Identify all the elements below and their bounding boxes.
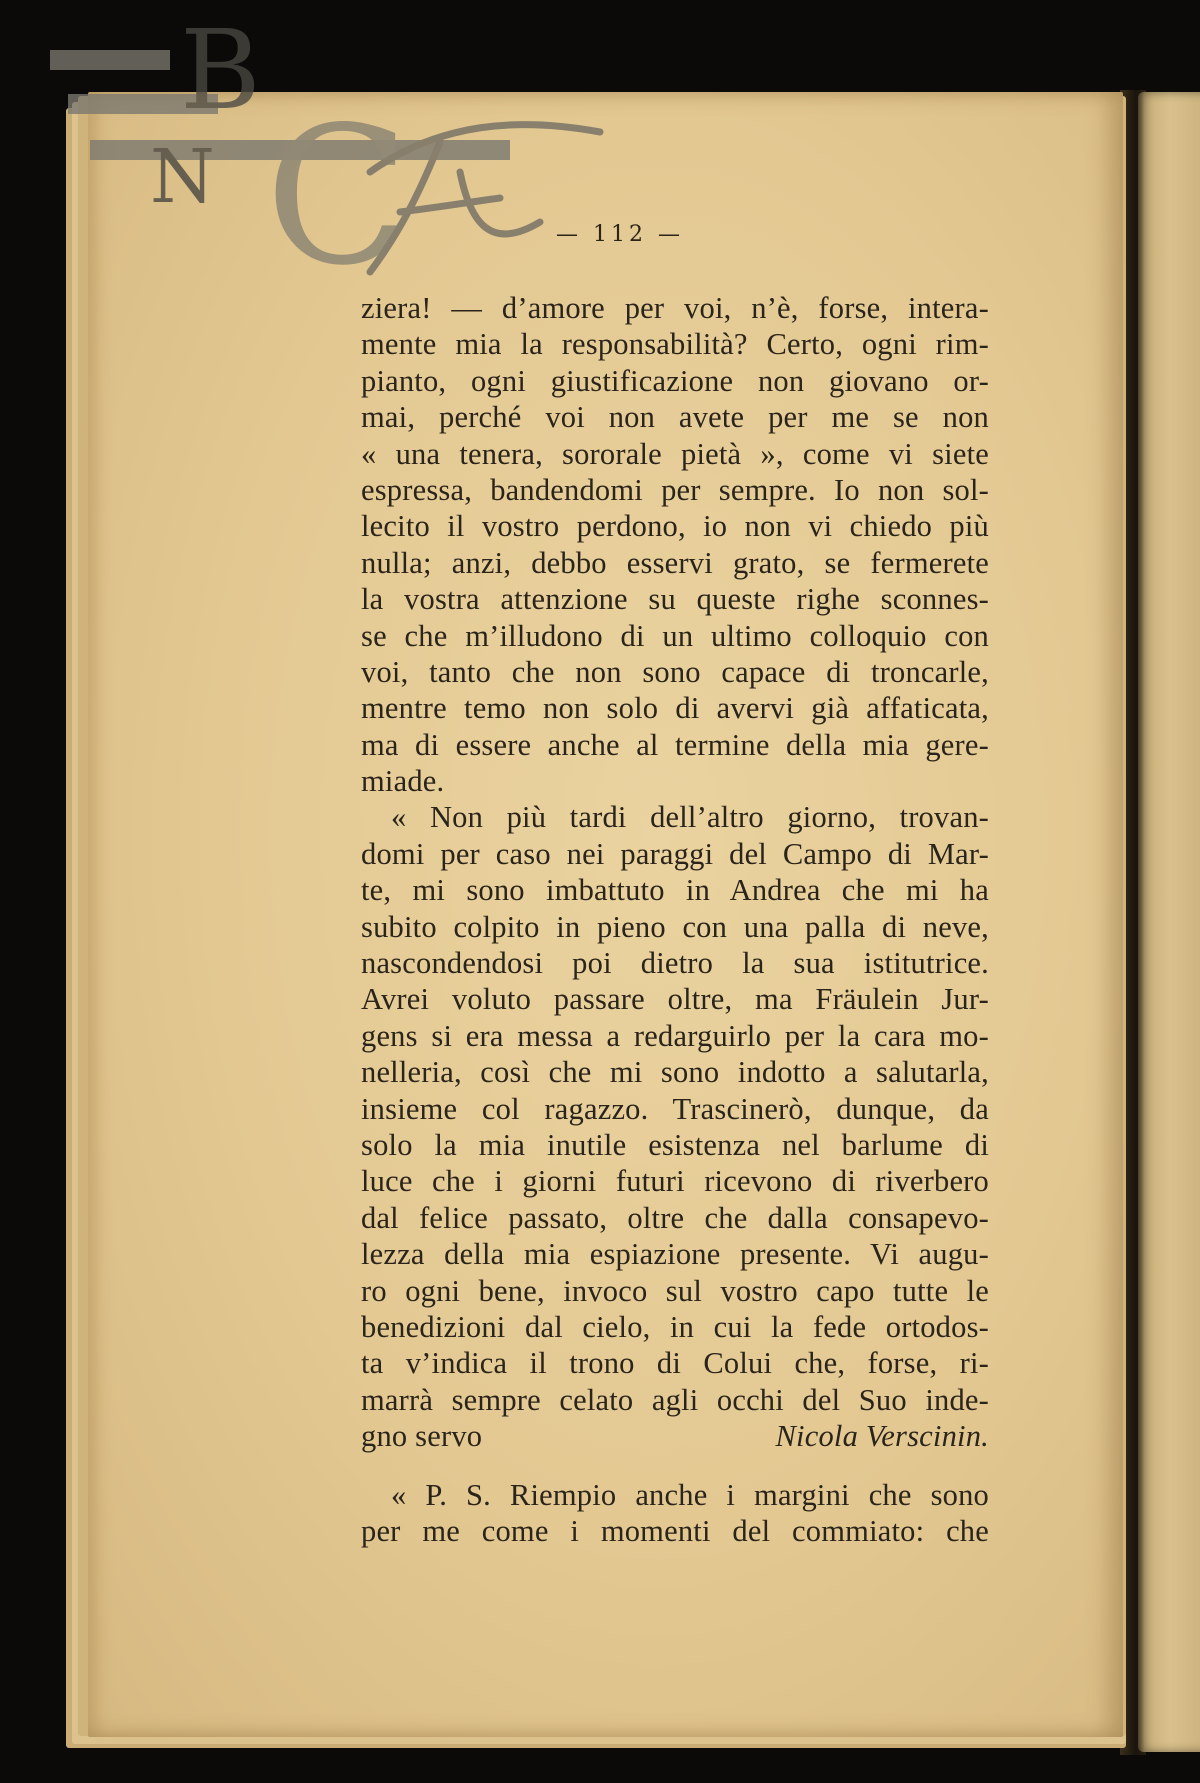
text-line: mai, perché voi non avete per me se non <box>361 400 989 435</box>
text-line: dal felice passato, oltre che dalla consapevo- <box>361 1200 989 1235</box>
text-line: lecito il vostro perdono, io non vi chiedo più <box>361 509 989 544</box>
text-line: ta v’indica il trono di Colui che, forse, ri- <box>361 1346 989 1381</box>
text-line: luce che i giorni futuri ricevono di riverbero <box>361 1164 989 1199</box>
text-line: pianto, ogni giustificazione non giovano or- <box>361 363 989 398</box>
closing-text: gno servo <box>361 1419 483 1454</box>
text-line: ro ogni bene, invoco sul vostro capo tutte le <box>361 1273 989 1308</box>
paragraph-gap <box>361 1455 989 1477</box>
text-line: nelleria, così che mi sono indotto a salutarla, <box>361 1055 989 1090</box>
text-line: nascondendosi poi dietro la sua istitutrice. <box>361 946 989 981</box>
page-number: — 112 — <box>556 222 684 247</box>
text-line: benedizioni dal cielo, in cui la fede ortodos- <box>361 1309 989 1344</box>
text-line: espressa, bandendomi per sempre. Io non sol- <box>361 472 989 507</box>
text-line: « Non più tardi dell’altro giorno, trovan- <box>391 800 989 835</box>
text-line: mente mia la responsabilità? Certo, ogni rim- <box>361 327 989 362</box>
text-line: insieme col ragazzo. Trascinerò, dunque, da <box>361 1091 989 1126</box>
text-line: domi per caso nei paraggi del Campo di Mar- <box>361 836 989 871</box>
text-line: subito colpito in pieno con una palla di neve, <box>361 909 989 944</box>
facing-page-edge <box>1138 92 1200 1752</box>
text-line: se che m’illudono di un ultimo colloquio con <box>361 618 989 653</box>
text-line: nulla; anzi, debbo esservi grato, se fermerete <box>361 545 989 580</box>
text-line: solo la mia inutile esistenza nel barlume di <box>361 1127 989 1162</box>
text-line: marrà sempre celato agli occhi del Suo inde- <box>361 1382 989 1417</box>
text-line: ma di essere anche al termine della mia gere- <box>361 727 989 762</box>
text-line: mentre temo non solo di avervi già affaticata, <box>361 691 989 726</box>
closing-line <box>361 1418 989 1454</box>
text-line: voi, tanto che non sono capace di troncarle, <box>361 654 989 689</box>
text-line: miade. <box>361 764 445 799</box>
text-line: « una tenera, sororale pietà », come vi siete <box>361 436 989 471</box>
text-line: ziera! — d’amore per voi, n’è, forse, intera- <box>361 291 989 325</box>
text-line: te, mi sono imbattuto in Andrea che mi ha <box>361 873 989 908</box>
svg-text:C: C <box>265 86 411 282</box>
text-line: « P. S. Riempio anche i margini che sono <box>391 1477 989 1512</box>
signature: Nicola Verscinin. <box>775 1419 989 1454</box>
text-line: lezza della mia espiazione presente. Vi augu- <box>361 1237 989 1272</box>
text-line: gens si era messa a redarguirlo per la cara mo- <box>361 1018 989 1053</box>
svg-text:N: N <box>150 134 215 220</box>
text-line: per me come i momenti del commiato: che <box>361 1513 989 1548</box>
text-line: Avrei voluto passare oltre, ma Fräulein Jur- <box>361 982 989 1017</box>
svg-text:B: B <box>180 22 261 134</box>
text-line: la vostra attenzione su queste righe sconnes- <box>361 582 989 617</box>
body-text <box>361 290 989 1549</box>
